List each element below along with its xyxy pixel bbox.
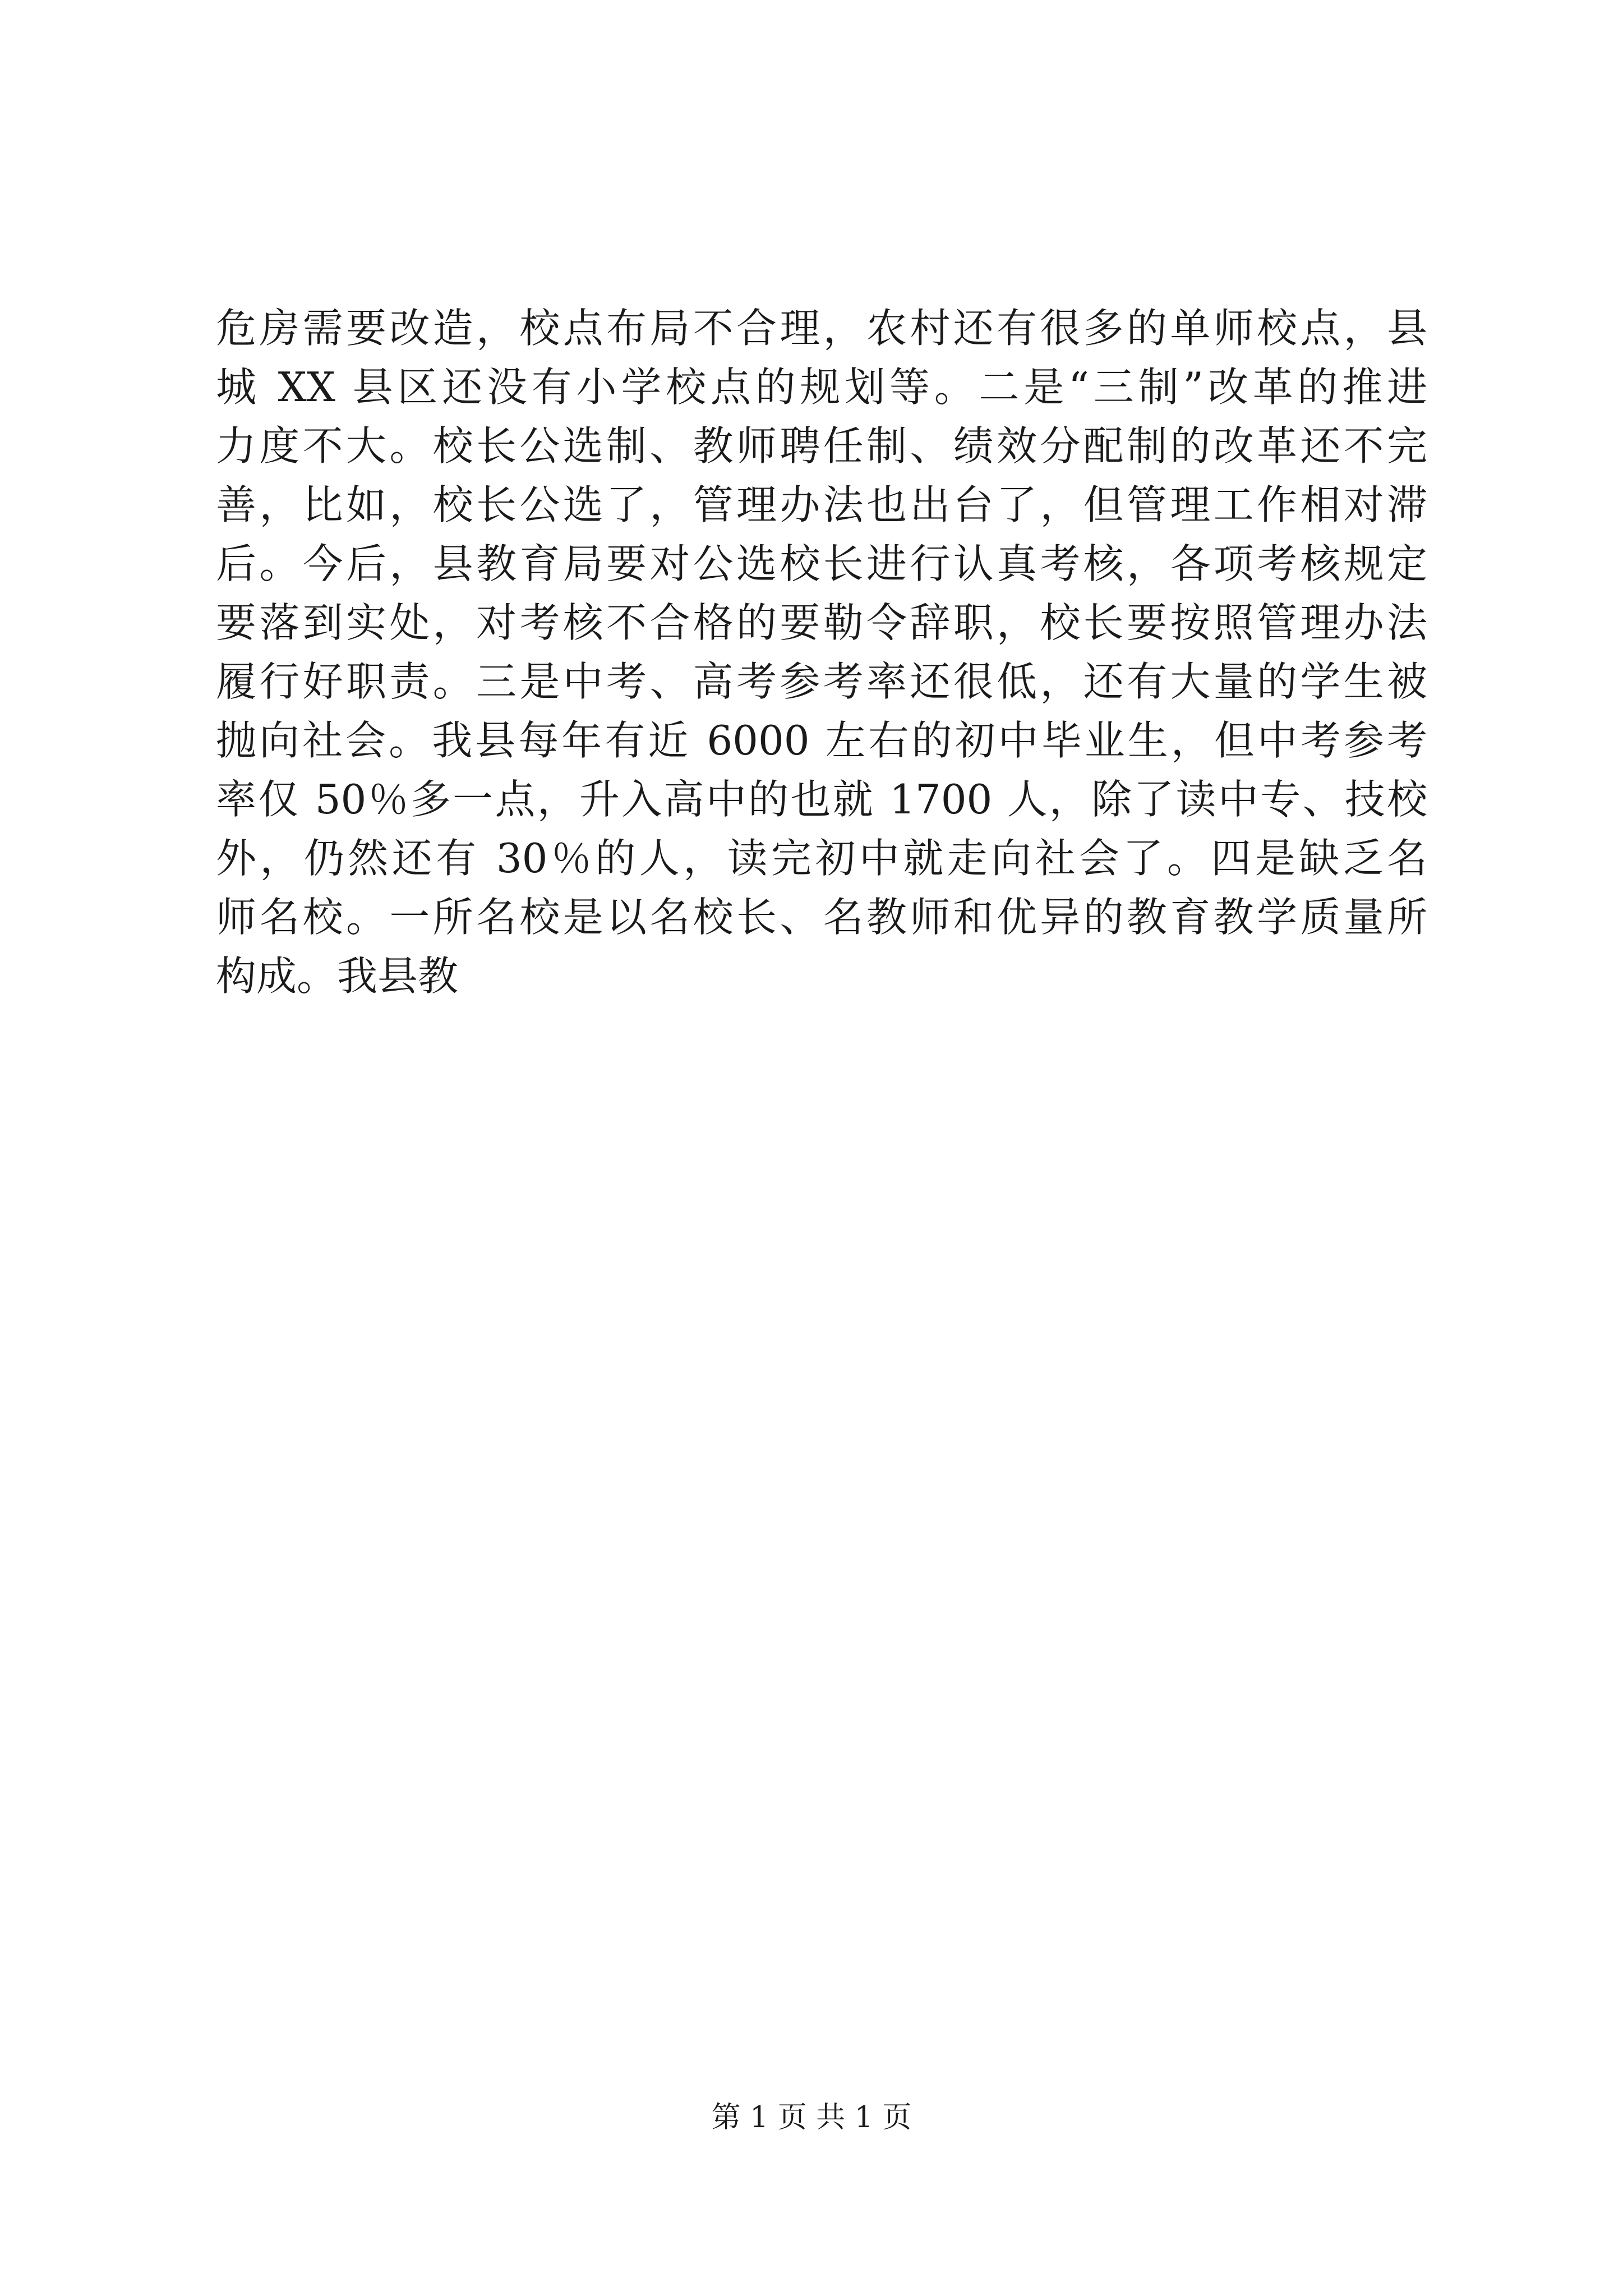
page-footer: 第 1 页 共 1 页	[711, 2101, 912, 2134]
text-line: 师名校。一所名校是以名校长、名教师和优异的教育教学质量所	[216, 894, 1427, 941]
text-line: 构成。我县教	[216, 953, 459, 1000]
text-line: 力度不大。校长公选制、教师聘任制、绩效分配制的改革还不完	[216, 422, 1427, 470]
text-line: 外，仍然还有 30％的人，读完初中就走向社会了。四是缺乏名	[216, 835, 1427, 882]
text-line: 履行好职责。三是中考、高考参考率还很低，还有大量的学生被	[216, 658, 1427, 705]
text-line: 要落到实处，对考核不合格的要勒令辞职，校长要按照管理办法	[216, 599, 1427, 646]
text-line: 后。今后，县教育局要对公选校长进行认真考核，各项考核规定	[216, 540, 1427, 587]
body-paragraph	[216, 300, 1427, 1007]
text-line: 城 XX 县区还没有小学校点的规划等。二是“三制”改革的推进	[216, 364, 1427, 411]
text-line: 善，比如，校长公选了，管理办法也出台了，但管理工作相对滞	[216, 481, 1427, 528]
text-line: 率仅 50％多一点，升入高中的也就 1700 人，除了读中专、技校	[216, 776, 1427, 823]
text-line: 抛向社会。我县每年有近 6000 左右的初中毕业生，但中考参考	[216, 717, 1427, 764]
text-line: 危房需要改造，校点布局不合理，农村还有很多的单师校点，县	[216, 305, 1427, 352]
